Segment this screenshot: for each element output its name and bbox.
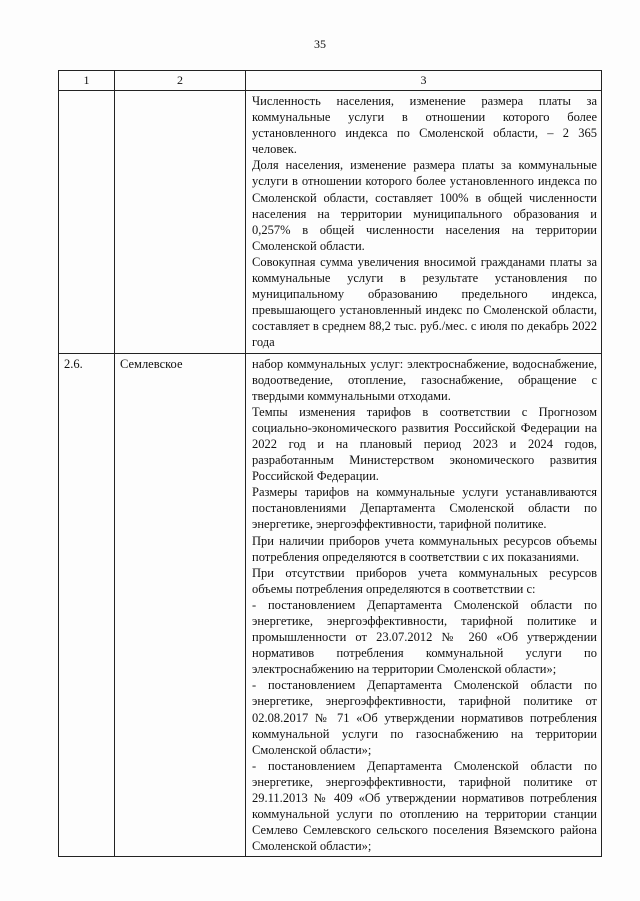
municipality-name-cell	[115, 91, 246, 354]
paragraph: Совокупная сумма увеличения вносимой гражданами платы за коммунальные услуги в результате установления по муниципальному образованию предельного индекса, превышающего установленный индекс по Смоленской области, составляет в среднем 88,2 тыс. руб./мес. с июля по декабрь 2022 года	[252, 254, 597, 350]
paragraph: При отсутствии приборов учета коммунальных ресурсов объемы потребления определяются в соответствии с:	[252, 565, 597, 596]
table-header-row	[59, 71, 602, 91]
paragraph: Численность населения, изменение размера платы за коммунальные услуги в отношении которого более установленного индекса по Смоленской области, – 2 365 человек.	[252, 94, 597, 157]
paragraph: Доля населения, изменение размера платы за коммунальные услуги в отношении которого более установленного индекса по Смоленской области, составляет 100% в общей численности населения на территории муниципального образования и 0,257% в общей численности населения на территории Смоленской области.	[252, 158, 597, 253]
column-header-2: 2	[115, 71, 246, 91]
table-row	[59, 91, 602, 354]
column-header-3: 3	[246, 71, 602, 91]
page-number: 35	[314, 37, 326, 51]
paragraph: Темпы изменения тарифов в соответствии с Прогнозом социально-экономического развития Российской Федерации на 2022 год и на плановый период 2023 и 2024 годов, разработанным Министерством экономического развития Российской Федерации.	[252, 404, 597, 484]
document-table	[58, 70, 602, 857]
paragraph: - постановлением Департамента Смоленской области по энергетике, энергоэффективности, тарифной политике и промышленности от 23.07.2012 № 260 «Об утверждении нормативов потребления коммунальной услуги по электроснабжению на территории Смоленской области»;	[252, 597, 597, 677]
paragraph: - постановлением Департамента Смоленской области по энергетике, энергоэффективности, тарифной политике от 02.08.2017 № 71 «Об утверждении нормативов потребления коммунальной услуги по газоснабжению на территории Смоленской области»;	[252, 678, 597, 757]
table-row	[59, 353, 602, 857]
paragraph: - постановлением Департамента Смоленской области по энергетике, энергоэффективности, тарифной политике от 29.11.2013 № 409 «Об утверждении нормативов потребления коммунальной услуги по отоплению на территории станции Семлево Семлевского сельского поселения Вяземского района Смоленской области»;	[252, 758, 597, 854]
municipality-name-cell: Семлевское	[115, 353, 246, 857]
paragraph: При наличии приборов учета коммунальных ресурсов объемы потребления определяются в соответствии с их показаниями.	[252, 533, 597, 564]
row-number-cell	[59, 91, 115, 354]
description-cell	[246, 91, 602, 354]
column-header-1: 1	[59, 71, 115, 91]
row-number-cell: 2.6.	[59, 353, 115, 857]
description-cell	[246, 353, 602, 857]
document-table-frame	[58, 70, 598, 857]
paragraph: Размеры тарифов на коммунальные услуги устанавливаются постановлениями Департамента Смоленской области по энергетике, энергоэффективности, тарифной политике.	[252, 485, 597, 532]
paragraph: набор коммунальных услуг: электроснабжение, водоснабжение, водоотведение, отопление, газоснабжение, обращение с твердыми коммунальными отходами.	[252, 356, 597, 403]
